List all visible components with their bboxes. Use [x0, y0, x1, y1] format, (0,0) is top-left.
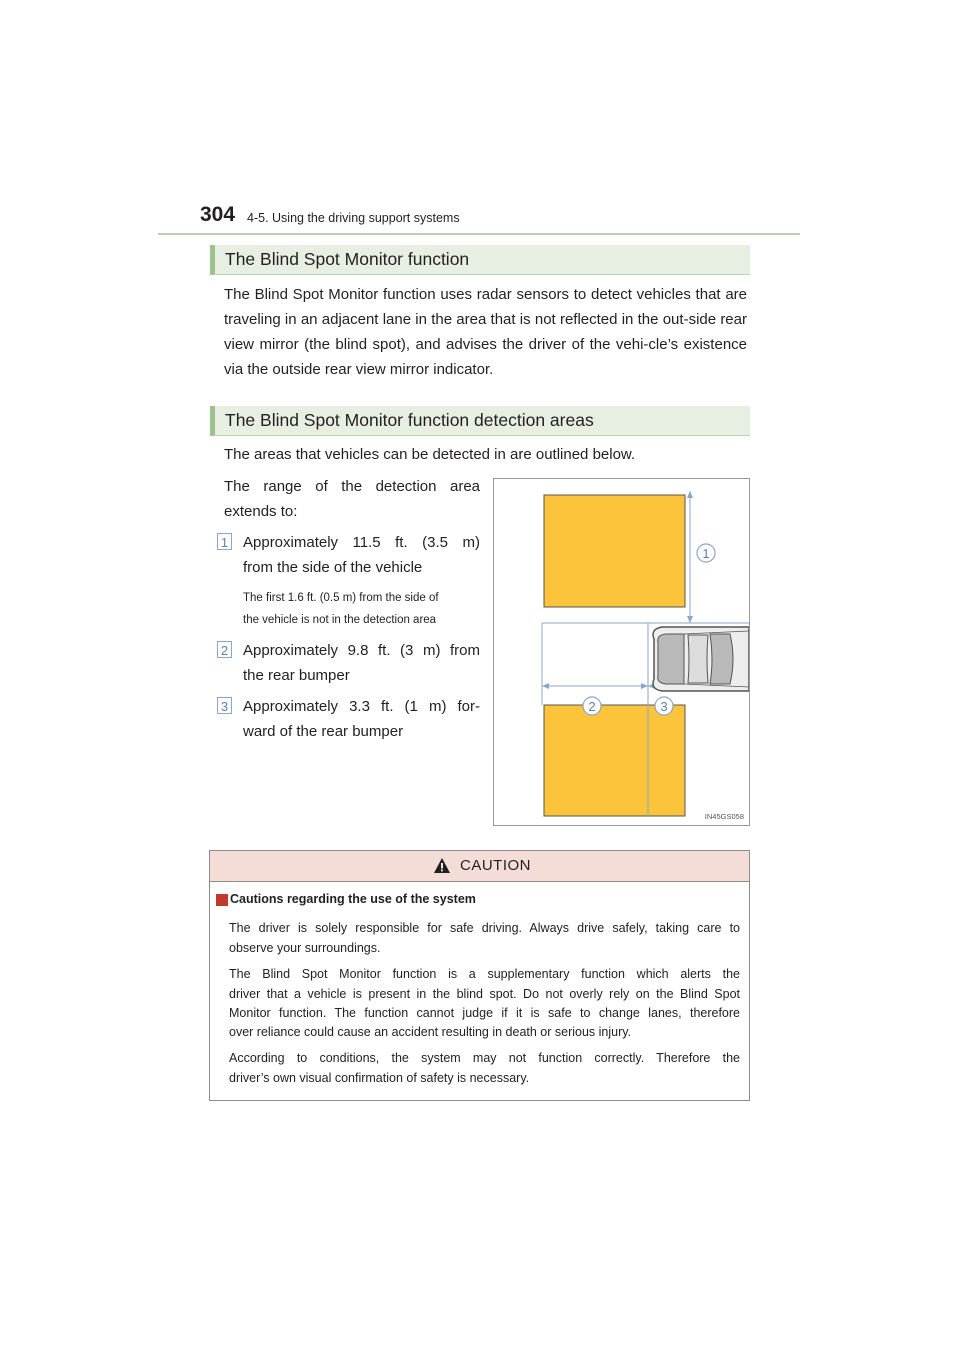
page-number: 304 [200, 203, 236, 226]
range-intro-line1: The range of the detection area [224, 478, 480, 495]
caution-p1-line1: The driver is solely responsible for safe driving. Always drive safely, taking care to [229, 921, 740, 935]
item1-note-line2: the vehicle is not in the detection area [243, 614, 437, 626]
item-number-badge: 2 [217, 641, 232, 658]
section-heading-function [210, 245, 750, 275]
section-heading-text: The Blind Spot Monitor function [225, 249, 470, 269]
callout-1-text: 1 [702, 546, 710, 561]
upper-detection-zone [544, 495, 685, 607]
caution-p1-line2: observe your surroundings. [229, 941, 381, 955]
range-intro-line2: extends to: [224, 503, 298, 520]
caution-box [209, 850, 750, 1101]
callout-2 [583, 697, 601, 715]
item2-line1: Approximately 9.8 ft. (3 m) from [243, 642, 480, 659]
caution-p2-line3: Monitor function. The function cannot judge if it is safe to change lanes, therefore [229, 1006, 740, 1020]
callout-3-text: 3 [660, 699, 668, 714]
detection-area-svg [494, 479, 749, 825]
caution-heading: Cautions regarding the use of the system [230, 892, 476, 906]
detection-area-diagram [493, 478, 750, 826]
caution-p3-line1: According to conditions, the system may not function correctly. Therefore the [229, 1051, 740, 1065]
callout-1 [697, 544, 715, 562]
item-number-badge: 1 [217, 533, 232, 550]
caution-p2-line2: driver that a vehicle is present in the blind spot. Do not overly rely on the Blind Spot [229, 987, 740, 1001]
vehicle-top-view [653, 627, 749, 691]
lower-detection-zone [544, 705, 685, 816]
section1-body: The Blind Spot Monitor function uses radar sensors to detect vehicles that are traveling in an adjacent lane in the area that is not reflected in the out-side rear view mirror (the blind spot), and advises the driver of the vehi-cle’s existence via the outside rear view mirror indicator. [224, 286, 747, 378]
heading-bullet-icon [216, 894, 228, 906]
item1-line2: from the side of the vehicle [243, 559, 423, 576]
section-heading-text: The Blind Spot Monitor function detection areas [225, 410, 594, 430]
item3-line1: Approximately 3.3 ft. (1 m) for- [243, 698, 480, 715]
caution-p3-line2: driver’s own visual confirmation of safety is necessary. [229, 1071, 530, 1085]
item3-line2: ward of the rear bumper [243, 723, 404, 740]
item1-note-line1: The first 1.6 ft. (0.5 m) from the side of [243, 592, 439, 604]
callout-3 [655, 697, 673, 715]
caution-p2-line4: over reliance could cause an accident resulting in death or serious injury. [229, 1025, 632, 1039]
chapter-title: 4-5. Using the driving support systems [247, 211, 460, 225]
caution-label: CAUTION [460, 857, 531, 874]
item-number-badge: 3 [217, 697, 232, 714]
item1-line1: Approximately 11.5 ft. (3.5 m) [243, 534, 480, 551]
arrowhead [687, 491, 693, 498]
item2-line2: the rear bumper [243, 667, 350, 684]
caution-p2-line1: The Blind Spot Monitor function is a supplementary function which alerts the [229, 967, 740, 981]
section-heading-detection-areas [210, 406, 750, 436]
section2-intro: The areas that vehicles can be detected in are outlined below. [224, 446, 636, 463]
callout-2-text: 2 [588, 699, 596, 714]
figure-code: IN45GS058 [704, 812, 744, 821]
header-divider [158, 233, 800, 235]
arrowhead [542, 683, 549, 689]
arrowhead [641, 683, 648, 689]
arrowhead [687, 616, 693, 623]
caution-header [210, 851, 749, 882]
